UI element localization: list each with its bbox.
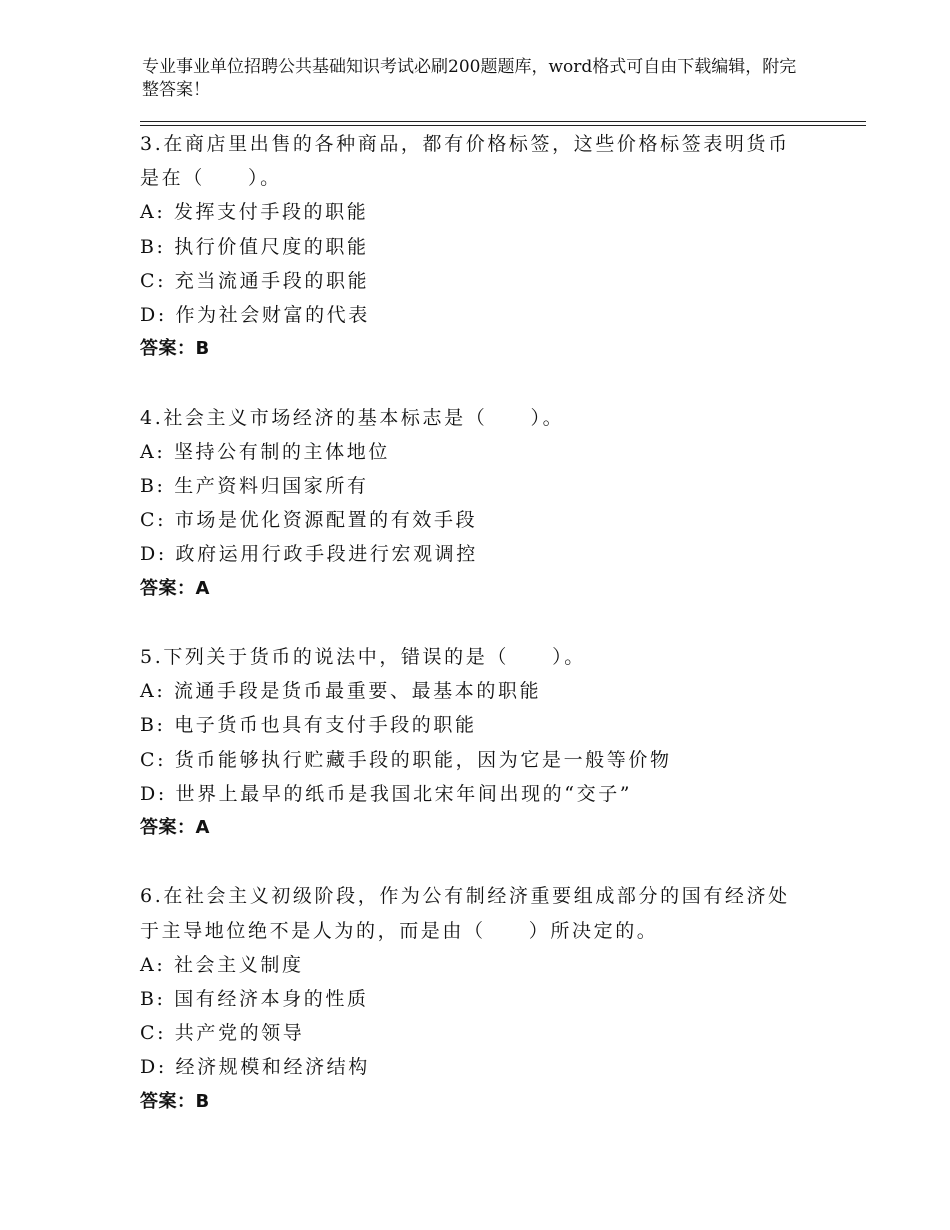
answer-label: 答案：B bbox=[140, 338, 210, 360]
question-4 bbox=[140, 401, 840, 606]
answer-label: 答案：B bbox=[140, 1090, 210, 1112]
question-stem: 5.下列关于货币的说法中，错误的是（ ）。 bbox=[140, 646, 586, 669]
question-stem: 4.社会主义市场经济的基本标志是（ ）。 bbox=[140, 406, 565, 429]
option-b: B: 生产资料归国家所有 bbox=[140, 475, 369, 498]
option-c: C: 共产党的领导 bbox=[140, 1022, 305, 1045]
option-a: A: 发挥支付手段的职能 bbox=[140, 201, 369, 224]
option-b: B: 电子货币也具有支付手段的职能 bbox=[140, 714, 477, 737]
question-stem: 6.在社会主义初级阶段，作为公有制经济重要组成部分的国有经济处于主导地位绝不是人为的，而是由（ ）所决定的。 bbox=[140, 885, 790, 942]
question-5 bbox=[140, 640, 840, 845]
option-d: D: 世界上最早的纸币是我国北宋年间出现的“交子” bbox=[140, 782, 633, 805]
option-d: D: 作为社会财富的代表 bbox=[140, 304, 370, 327]
spacer bbox=[140, 606, 840, 640]
option-a: A: 流通手段是货币最重要、最基本的职能 bbox=[140, 680, 542, 703]
question-6 bbox=[140, 879, 840, 1118]
question-list bbox=[140, 127, 840, 1119]
option-c: C: 市场是优化资源配置的有效手段 bbox=[140, 509, 478, 532]
spacer bbox=[140, 366, 840, 400]
option-c: C: 货币能够执行贮藏手段的职能，因为它是一般等价物 bbox=[140, 748, 672, 771]
header-rule-top bbox=[140, 121, 866, 122]
option-b: B: 执行价值尺度的职能 bbox=[140, 235, 369, 258]
answer-label: 答案：A bbox=[140, 817, 210, 839]
question-stem: 3.在商店里出售的各种商品，都有价格标签，这些价格标签表明货币是在（ ）。 bbox=[140, 133, 790, 190]
option-c: C: 充当流通手段的职能 bbox=[140, 269, 370, 292]
option-a: A: 坚持公有制的主体地位 bbox=[140, 440, 390, 463]
question-3 bbox=[140, 127, 840, 366]
option-a: A: 社会主义制度 bbox=[140, 953, 304, 976]
header-rule-bottom bbox=[140, 125, 866, 126]
document-header: 专业事业单位招聘公共基础知识考试必刷200题题库，word格式可自由下载编辑，附完整答案！ bbox=[142, 57, 797, 100]
answer-label: 答案：A bbox=[140, 577, 210, 599]
option-d: D: 政府运用行政手段进行宏观调控 bbox=[140, 543, 478, 566]
option-d: D: 经济规模和经济结构 bbox=[140, 1056, 370, 1079]
spacer bbox=[140, 845, 840, 879]
option-b: B: 国有经济本身的性质 bbox=[140, 988, 369, 1011]
